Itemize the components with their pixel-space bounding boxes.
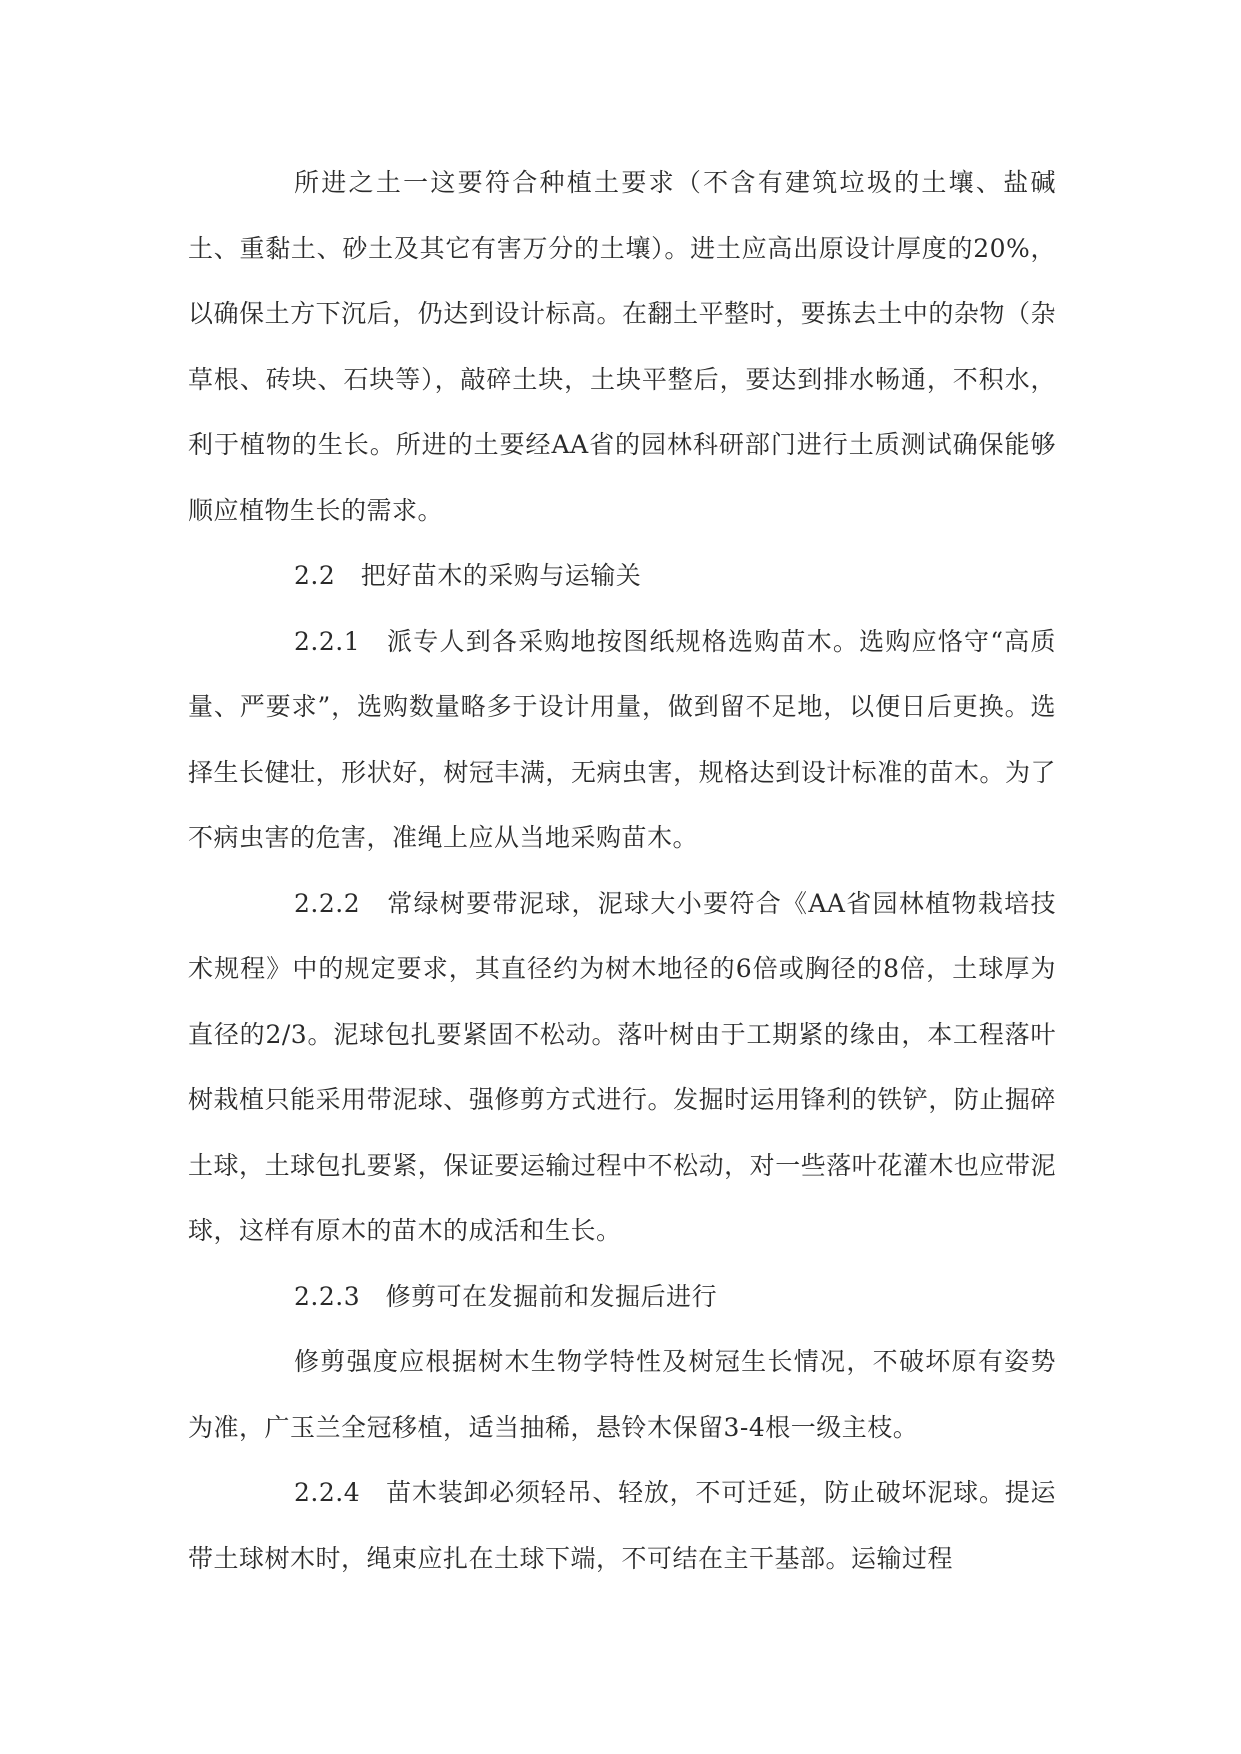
paragraph-pruning: 修剪强度应根据树木生物学特性及树冠生长情况，不破坏原有姿势为准，广玉兰全冠移植，适当抽稀，悬铃木保留3-4根一级主枝。: [188, 1347, 1056, 1442]
document-body: [188, 150, 1056, 1591]
paragraph-2-2-2: 2.2.2 常绿树要带泥球，泥球大小要符合《AA省园林植物栽培技术规程》中的规定要求，其直径约为树木地径的6倍或胸径的8倍，土球厚为直径的2/3。泥球包扎要紧固不松动。落叶树由于工期紧的缘由，本工程落叶树栽植只能采用带泥球、强修剪方式进行。发掘时运用锋利的铁铲，防止掘碎土球，土球包扎要紧，保证要运输过程中不松动，对一些落叶花灌木也应带泥球，这样有原木的苗木的成活和生长。: [188, 888, 1056, 1245]
paragraph-2-2-1: 2.2.1 派专人到各采购地按图纸规格选购苗木。选购应恪守“高质量、严要求”，选购数量略多于设计用量，做到留不足地，以便日后更换。选择生长健壮，形状好，树冠丰满，无病虫害，规格达到设计标准的苗木。为了不病虫害的危害，准绳上应从当地采购苗木。: [188, 626, 1056, 852]
paragraph-soil-requirements: 所进之土一这要符合种植土要求（不含有建筑垃圾的土壤、盐碱土、重黏土、砂土及其它有害万分的土壤）。进土应高出原设计厚度的20%，以确保土方下沉后，仍达到设计标高。在翻土平整时，要拣去土中的杂物（杂草根、砖块、石块等），敲碎土块，土块平整后，要达到排水畅通，不积水，利于植物的生长。所进的土要经AA省的园林科研部门进行土质测试确保能够顺应植物生长的需求。: [188, 168, 1056, 525]
section-heading-2-2-3: 2.2.3 修剪可在发掘前和发掘后进行: [294, 1281, 718, 1311]
section-heading-2-2: 2.2 把好苗木的采购与运输关: [294, 561, 642, 590]
paragraph-2-2-4: 2.2.4 苗木装卸必须轻吊、轻放，不可迁延，防止破坏泥球。提运带土球树木时，绳束应扎在土球下端，不可结在主干基部。运输过程: [188, 1478, 1056, 1573]
